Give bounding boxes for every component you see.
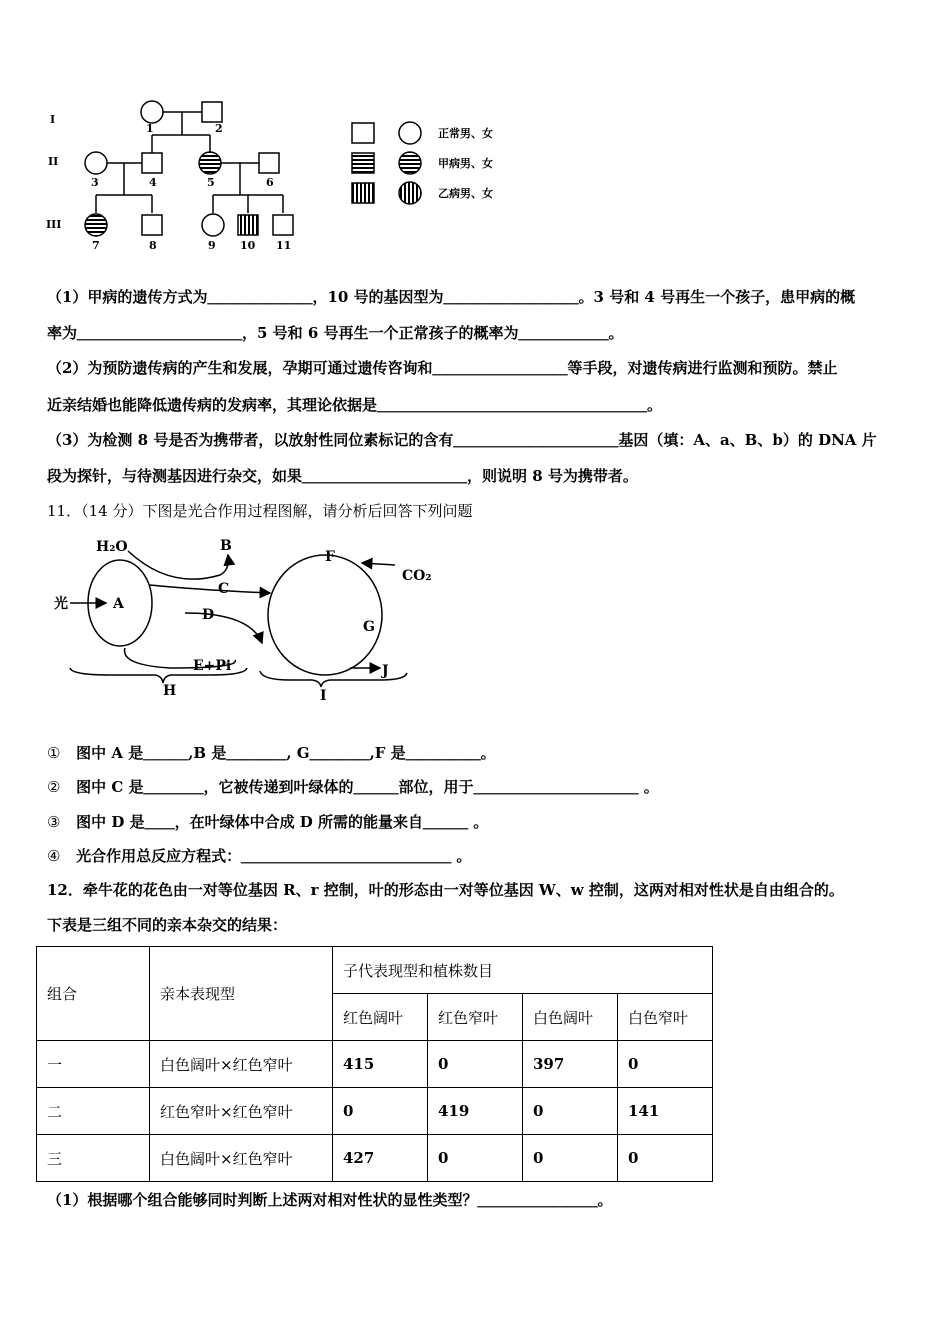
cell-value: 0 [523, 1088, 618, 1135]
col-header: 红色阔叶 [333, 994, 428, 1041]
legend-disease-a: 甲病男、女 [438, 157, 493, 170]
q10-line-6: 段为探针，与待测基因进行杂交，如果＿＿＿＿＿＿＿＿＿＿＿，则说明 8 号为携带者。 [47, 467, 638, 485]
cell-value: 0 [618, 1041, 713, 1088]
individual-2 [202, 102, 222, 122]
label-h: H [163, 683, 177, 699]
label-a: A [113, 596, 124, 612]
q10-line-3: （2）为预防遗传病的产生和发展，孕期可通过遗传咨询和＿＿＿＿＿＿＿＿＿等手段，对遗传病进行监测和预防。禁止 [47, 359, 838, 377]
sub-text: 光合作用总反应方程式：＿＿＿＿＿＿＿＿＿＿＿＿＿＿ 。 [76, 847, 472, 865]
individual-number: 3 [91, 176, 99, 189]
cell-value: 0 [428, 1041, 523, 1088]
cell-parent: 红色窄叶×红色窄叶 [150, 1088, 333, 1135]
individual-9 [202, 214, 224, 236]
cell-parent: 白色阔叶×红色窄叶 [150, 1041, 333, 1088]
generation-label: I [50, 113, 56, 126]
label-d: D [202, 607, 215, 623]
individual-10 [238, 215, 258, 235]
q12-intro-2: 下表是三组不同的亲本杂交的结果： [47, 916, 288, 934]
cell-group: 二 [37, 1088, 150, 1135]
photosynthesis-diagram [50, 535, 450, 705]
sub-text: 图中 D 是＿＿，在叶绿体中合成 D 所需的能量来自＿＿＿ 。 [76, 813, 489, 831]
table-row [37, 1041, 713, 1088]
header-parent: 亲本表现型 [150, 947, 333, 1041]
cell-value: 0 [618, 1135, 713, 1182]
col-header: 红色窄叶 [428, 994, 523, 1041]
label-light: 光 [54, 596, 68, 612]
q11-sub-2 [47, 777, 659, 797]
sub-text: 图中 C 是＿＿＿＿，它被传递到叶绿体的＿＿＿部位，用于＿＿＿＿＿＿＿＿＿＿＿ 。 [76, 778, 659, 796]
sub-mark: ① [47, 744, 61, 762]
col-header: 白色窄叶 [618, 994, 713, 1041]
individual-number: 11 [276, 239, 292, 252]
cell-value: 0 [428, 1135, 523, 1182]
label-h2o: H₂O [96, 539, 128, 555]
label-b: B [220, 538, 232, 554]
cell-value: 397 [523, 1041, 618, 1088]
cell-group: 一 [37, 1041, 150, 1088]
individual-number: 2 [215, 122, 223, 135]
col-header: 白色阔叶 [523, 994, 618, 1041]
generation-label: III [46, 218, 62, 231]
sub-text: 图中 A 是＿＿＿,B 是＿＿＿＿, G＿＿＿＿,F 是＿＿＿＿＿。 [76, 744, 496, 762]
cell-value: 415 [333, 1041, 428, 1088]
header-offspring: 子代表现型和植株数目 [333, 947, 713, 994]
individual-3 [85, 152, 107, 174]
individual-number: 6 [266, 176, 274, 189]
q12-intro-1: 12．牵牛花的花色由一对等位基因 R、r 控制，叶的形态由一对等位基因 W、w 控制，这两对相对性状是自由组合的。 [47, 881, 844, 899]
individual-number: 8 [149, 239, 157, 252]
individual-6 [259, 153, 279, 173]
label-i: I [320, 688, 327, 704]
individual-number: 1 [146, 122, 154, 135]
table-row [37, 1135, 713, 1182]
individual-number: 5 [207, 176, 215, 189]
q11-sub-4 [47, 846, 471, 866]
individual-11 [273, 215, 293, 235]
label-ep: E+Pi [193, 658, 232, 674]
individual-7 [85, 214, 107, 236]
q11-sub-1 [47, 743, 496, 763]
sub-mark: ③ [47, 813, 61, 831]
q10-line-1: （1）甲病的遗传方式为＿＿＿＿＿＿＿，10 号的基因型为＿＿＿＿＿＿＿＿＿。3 号和 4 号再生一个孩子，患甲病的概 [47, 288, 856, 306]
q10-line-5: （3）为检测 8 号是否为携带者，以放射性同位素标记的含有＿＿＿＿＿＿＿＿＿＿＿基因（填：A、a、B、b）的 DNA 片 [47, 431, 877, 449]
sub-mark: ② [47, 778, 61, 796]
generation-label: II [48, 155, 59, 168]
label-g: G [363, 619, 375, 635]
table-row [37, 1088, 713, 1135]
header-group: 组合 [37, 947, 150, 1041]
q12-question-1: （1）根据哪个组合能够同时判断上述两对相对性状的显性类型？＿＿＿＿＿＿＿＿。 [47, 1191, 613, 1209]
legend-normal: 正常男、女 [438, 127, 493, 140]
label-f: F [325, 549, 335, 565]
individual-number: 4 [149, 176, 157, 189]
pedigree-chart [40, 95, 530, 260]
cell-group: 三 [37, 1135, 150, 1182]
q11-title: 11．（14 分）下图是光合作用过程图解，请分析后回答下列问题 [47, 502, 473, 520]
individual-1 [141, 101, 163, 123]
cell-parent: 白色阔叶×红色窄叶 [150, 1135, 333, 1182]
q10-line-2: 率为＿＿＿＿＿＿＿＿＿＿＿，5 号和 6 号再生一个正常孩子的概率为＿＿＿＿＿＿。 [47, 324, 624, 342]
label-co2: CO₂ [402, 568, 432, 584]
legend-disease-b: 乙病男、女 [438, 187, 493, 200]
individual-number: 10 [240, 239, 256, 252]
individual-8 [142, 215, 162, 235]
label-j: J [382, 663, 389, 679]
cell-value: 427 [333, 1135, 428, 1182]
cell-value: 0 [333, 1088, 428, 1135]
q11-sub-3 [47, 812, 488, 832]
sub-mark: ④ [47, 847, 61, 865]
individual-number: 7 [92, 239, 100, 252]
individual-4 [142, 153, 162, 173]
individual-number: 9 [208, 239, 216, 252]
q10-line-4: 近亲结婚也能降低遗传病的发病率，其理论依据是＿＿＿＿＿＿＿＿＿＿＿＿＿＿＿＿＿＿。 [47, 396, 663, 414]
individual-5 [199, 152, 221, 174]
calvin-cycle-circle [268, 555, 382, 675]
cell-value: 0 [523, 1135, 618, 1182]
label-c: C [218, 581, 230, 597]
cell-value: 141 [618, 1088, 713, 1135]
cell-value: 419 [428, 1088, 523, 1135]
cross-results-table [36, 946, 713, 1182]
